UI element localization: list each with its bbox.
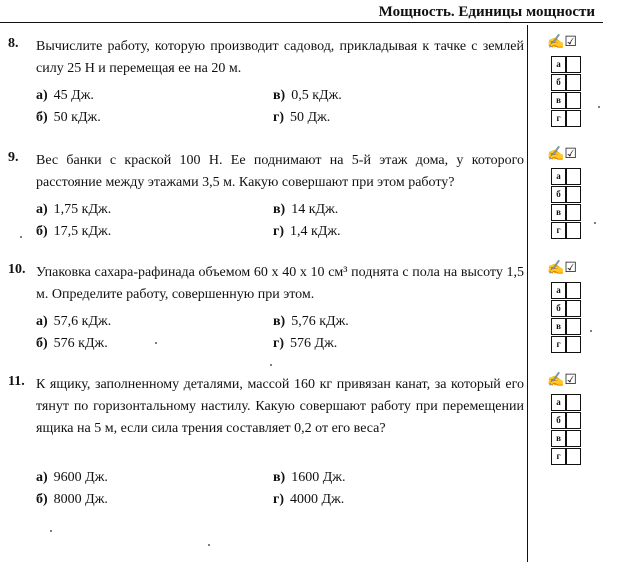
option-a[interactable] (36, 470, 108, 486)
scan-speck (50, 530, 52, 532)
answer-box[interactable] (566, 168, 581, 185)
option-letter: а) (36, 314, 48, 329)
option-letter: г) (273, 492, 285, 507)
answer-cell-a[interactable] (551, 56, 583, 74)
option-b[interactable] (36, 492, 108, 508)
option-text: 45 Дж. (53, 88, 94, 103)
answer-letter: в (551, 92, 566, 109)
pen-check-icon: ✍☑ (547, 147, 577, 162)
answer-column-divider (527, 25, 528, 562)
question-number: 10. (8, 262, 26, 277)
question-number: 11. (8, 374, 25, 389)
answer-cell-a[interactable] (551, 282, 583, 300)
answer-cell-g[interactable] (551, 110, 583, 128)
option-letter: а) (36, 202, 48, 217)
scan-speck (590, 330, 592, 332)
option-text: 8000 Дж. (53, 492, 108, 507)
answer-letter: а (551, 394, 566, 411)
answer-box[interactable] (566, 394, 581, 411)
answer-letter: а (551, 168, 566, 185)
option-letter: г) (273, 224, 285, 239)
answer-cell-b[interactable] (551, 412, 583, 430)
option-g[interactable] (273, 224, 341, 240)
answer-box[interactable] (566, 56, 581, 73)
answer-box[interactable] (566, 300, 581, 317)
option-a[interactable] (36, 88, 94, 104)
answer-letter: г (551, 336, 566, 353)
header-rule (0, 22, 603, 23)
answer-letter: б (551, 300, 566, 317)
answer-box[interactable] (566, 110, 581, 127)
answer-letter: б (551, 186, 566, 203)
scan-speck (270, 364, 272, 366)
option-text: 5,76 кДж. (291, 314, 349, 329)
page-header (0, 0, 621, 24)
option-letter: г) (273, 110, 285, 125)
pen-check-icon: ✍☑ (547, 35, 577, 50)
answer-cell-b[interactable] (551, 300, 583, 318)
answer-cell-v[interactable] (551, 430, 583, 448)
answer-box[interactable] (566, 412, 581, 429)
option-text: 1,75 кДж. (53, 202, 112, 217)
option-letter: в) (273, 202, 286, 217)
answer-letter: г (551, 222, 566, 239)
option-text: 57,6 кДж. (53, 314, 112, 329)
option-letter: в) (273, 88, 286, 103)
option-a[interactable] (36, 202, 111, 218)
option-v[interactable] (273, 314, 349, 330)
option-g[interactable] (273, 492, 344, 508)
answer-letter: г (551, 448, 566, 465)
answer-box[interactable] (566, 282, 581, 299)
option-letter: а) (36, 470, 48, 485)
answer-box[interactable] (566, 222, 581, 239)
option-a[interactable] (36, 314, 111, 330)
answer-letter: в (551, 430, 566, 447)
scan-speck (20, 236, 22, 238)
answer-letter: б (551, 412, 566, 429)
answer-letter: в (551, 204, 566, 221)
answer-cell-g[interactable] (551, 222, 583, 240)
option-v[interactable] (273, 470, 345, 486)
option-text: 14 кДж. (291, 202, 339, 217)
option-letter: в) (273, 470, 286, 485)
option-text: 1,4 кДж. (290, 224, 341, 239)
answer-cell-v[interactable] (551, 318, 583, 336)
answer-letter: а (551, 282, 566, 299)
option-letter: б) (36, 336, 48, 351)
option-letter: б) (36, 110, 48, 125)
question-text: К ящику, заполненному деталями, массой 160 кг привязан канат, за который его тянут по горизонтальному настилу. Какую совершают работу при перемещении ящика на 5 м, если сила трения составляет 0,2 от его веса? (36, 377, 524, 436)
answer-cell-a[interactable] (551, 394, 583, 412)
answer-box[interactable] (566, 448, 581, 465)
answer-letter: г (551, 110, 566, 127)
answer-cell-a[interactable] (551, 168, 583, 186)
answer-box[interactable] (566, 186, 581, 203)
answer-letter: а (551, 56, 566, 73)
answer-box[interactable] (566, 92, 581, 109)
option-letter: в) (273, 314, 286, 329)
answer-box[interactable] (566, 430, 581, 447)
option-b[interactable] (36, 110, 101, 126)
answer-box[interactable] (566, 318, 581, 335)
question-number: 8. (8, 36, 19, 51)
scan-speck (598, 106, 600, 108)
option-text: 1600 Дж. (291, 470, 346, 485)
option-b[interactable] (36, 224, 111, 240)
pen-check-icon: ✍☑ (547, 373, 577, 388)
option-letter: б) (36, 492, 48, 507)
page-title: Мощность. Единицы мощности (378, 4, 595, 20)
question-text: Вычислите работу, которую производит садовод, прикладывая к тачке с землей силу 25 Н и перемещая ее на 20 м. (36, 39, 524, 76)
answer-box[interactable] (566, 74, 581, 91)
answer-cell-b[interactable] (551, 186, 583, 204)
question-number: 9. (8, 150, 19, 165)
question-text: Упаковка сахара-рафинада объемом 60 x 40 x 10 см³ поднята с пола на высоту 1,5 м. Определите работу, совершенную при этом. (36, 265, 524, 302)
answer-letter: в (551, 318, 566, 335)
pen-check-icon: ✍☑ (547, 261, 577, 276)
answer-cell-b[interactable] (551, 74, 583, 92)
answer-cell-v[interactable] (551, 92, 583, 110)
option-text: 50 Дж. (290, 110, 331, 125)
answer-cell-g[interactable] (551, 336, 583, 354)
question-text: Вес банки с краской 100 Н. Ее поднимают на 5-й этаж дома, у которого расстояние между этажами 3,5 м. Какую совершают при этом работу? (36, 153, 524, 190)
option-b[interactable] (36, 336, 108, 352)
answer-box[interactable] (566, 204, 581, 221)
answer-cell-v[interactable] (551, 204, 583, 222)
scan-speck (208, 544, 210, 546)
answer-cell-g[interactable] (551, 448, 583, 466)
option-text: 17,5 кДж. (53, 224, 112, 239)
option-text: 576 кДж. (53, 336, 108, 351)
option-text: 50 кДж. (53, 110, 101, 125)
option-letter: б) (36, 224, 48, 239)
option-text: 0,5 кДж. (291, 88, 342, 103)
option-g[interactable] (273, 110, 330, 126)
option-letter: г) (273, 336, 285, 351)
option-text: 9600 Дж. (53, 470, 108, 485)
answer-box[interactable] (566, 336, 581, 353)
option-text: 4000 Дж. (290, 492, 345, 507)
option-v[interactable] (273, 202, 338, 218)
scan-speck (155, 342, 157, 344)
scan-speck (594, 222, 596, 224)
answer-letter: б (551, 74, 566, 91)
option-g[interactable] (273, 336, 337, 352)
option-letter: а) (36, 88, 48, 103)
option-v[interactable] (273, 88, 342, 104)
option-text: 576 Дж. (290, 336, 338, 351)
